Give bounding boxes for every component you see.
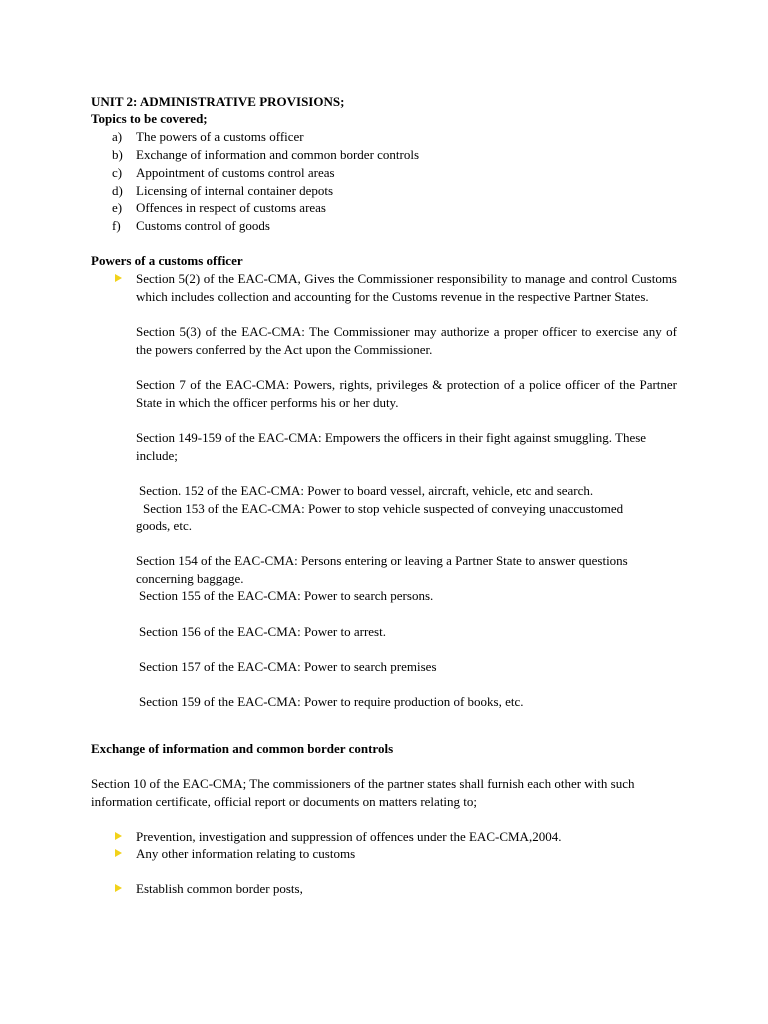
topic-marker: e) [112, 200, 123, 215]
topic-item: Exchange of information and common border controls [136, 147, 420, 162]
unit-title: UNIT 2: ADMINISTRATIVE PROVISIONS; [91, 94, 345, 109]
paragraph-section-5-2: Section 5(2) of the EAC-CMA, Gives the Commissioner responsibility to manage and control Customs which includes collection and accounting for the Customs revenue in the respective Partner States. [136, 271, 677, 304]
topic-item: Offences in respect of customs areas [136, 200, 326, 215]
exchange-bullet-item: Prevention, investigation and suppression of offences under the EAC-CMA,2004. [136, 829, 562, 844]
topic-marker: d) [112, 183, 123, 198]
topic-marker: a) [112, 129, 123, 144]
topics-heading: Topics to be covered; [91, 111, 208, 126]
section-heading-exchange: Exchange of information and common border controls [91, 741, 394, 756]
paragraph-section-153-line2: goods, etc. [136, 518, 192, 533]
paragraph-section-7: Section 7 of the EAC-CMA: Powers, rights, privileges & protection of a police officer of the Partner State in which the officer performs his or her duty. [136, 377, 677, 410]
topic-marker: c) [112, 165, 123, 180]
topic-item: Appointment of customs control areas [136, 165, 335, 180]
paragraph-section-5-3: Section 5(3) of the EAC-CMA: The Commissioner may authorize a proper officer to exercise any of the powers conferred by the Act upon the Commissioner. [136, 324, 677, 357]
right-triangle-bullet-icon [115, 884, 122, 892]
paragraph-section-156: Section 156 of the EAC-CMA: Power to arrest. [139, 624, 386, 639]
paragraph-section-149-159: Section 149-159 of the EAC-CMA: Empowers the officers in their fight against smuggling. These include; [136, 430, 647, 463]
paragraph-section-153-line1: Section 153 of the EAC-CMA: Power to stop vehicle suspected of conveying unaccustomed [143, 501, 624, 516]
topic-marker: f) [112, 218, 121, 233]
exchange-bullet-item: Establish common border posts, [136, 881, 303, 896]
paragraph-section-157: Section 157 of the EAC-CMA: Power to search premises [139, 659, 437, 674]
paragraph-section-152: Section. 152 of the EAC-CMA: Power to board vessel, aircraft, vehicle, etc and search. [139, 483, 594, 498]
topic-item: The powers of a customs officer [136, 129, 304, 144]
topic-marker: b) [112, 147, 123, 162]
topic-item: Licensing of internal container depots [136, 183, 334, 198]
exchange-bullet-item: Any other information relating to customs [136, 846, 356, 861]
right-triangle-bullet-icon [115, 849, 122, 857]
right-triangle-bullet-icon [115, 832, 122, 840]
right-triangle-bullet-icon [115, 274, 122, 282]
paragraph-section-159: Section 159 of the EAC-CMA: Power to require production of books, etc. [139, 694, 524, 709]
paragraph-section-10: Section 10 of the EAC-CMA; The commissioners of the partner states shall furnish each other with such information certificate, official report or documents on matters relating to; [91, 776, 635, 809]
paragraph-section-154: Section 154 of the EAC-CMA: Persons entering or leaving a Partner State to answer questions concerning baggage. [136, 553, 628, 586]
section-heading-powers: Powers of a customs officer [91, 253, 243, 268]
paragraph-section-155: Section 155 of the EAC-CMA: Power to search persons. [139, 588, 434, 603]
topic-item: Customs control of goods [136, 218, 270, 233]
